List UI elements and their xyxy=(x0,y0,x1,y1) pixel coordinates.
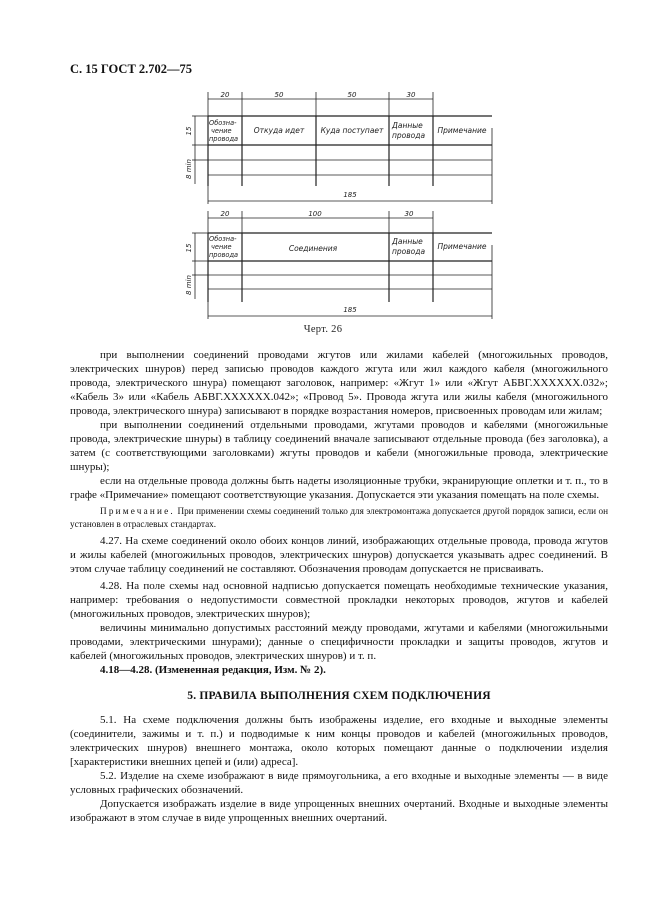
connection-table-drawing-2 xyxy=(180,207,500,319)
col2-header: Соединения xyxy=(288,244,338,253)
note-label: Примечание. xyxy=(100,506,175,516)
paragraph-5-2-continued: Допускается изображать изделие в виде упрощенных внешних очертаний. Входные и выходные элементы изображают в этом случае в виде упрощенных внешних очертаний. xyxy=(70,798,608,824)
col4-header-line2: провода xyxy=(392,131,426,140)
dim-top-2: 50 xyxy=(274,91,284,99)
section-title: 5. ПРАВИЛА ВЫПОЛНЕНИЯ СХЕМ ПОДКЛЮЧЕНИЯ xyxy=(187,690,491,702)
page-header: С. 15 ГОСТ 2.702—75 xyxy=(70,62,193,76)
dim-left-header: 15 xyxy=(185,243,193,253)
col1-header-line2: чение xyxy=(211,243,232,251)
dim-left-header: 15 xyxy=(185,126,193,136)
dim-top-3: 50 xyxy=(347,91,357,99)
col3-header: Куда поступает xyxy=(320,126,384,135)
col1-header-line2: чение xyxy=(211,127,232,135)
note-text: При применении схемы соединений только для электромонтажа допускается другой порядок записи, если он установлен в отраслевых стандартах. xyxy=(70,506,609,529)
edition-note: 4.18—4.28. (Измененная редакция, Изм. № 2). xyxy=(100,664,326,676)
paragraph-4-27: 4.27. На схеме соединений около обоих концов линий, изображающих отдельные провода, провода жгутов и жилы кабелей (многожильных проводов, электрических шнуров) допускается указывать адрес соединений. В этом случае таблицу соединений не составляют. Обозначения проводам допускается не присваивать. xyxy=(70,535,608,575)
dim-left-rows: 8 min xyxy=(185,159,193,179)
col4-header-line1: Данные xyxy=(392,121,423,130)
dim-top-3: 30 xyxy=(404,210,414,218)
connection-table-drawing-1 xyxy=(180,88,500,206)
col4-header: Примечание xyxy=(437,242,487,251)
col3-header-line1: Данные xyxy=(392,237,423,246)
col1-header-line1: Обозна- xyxy=(209,119,237,127)
dim-total: 185 xyxy=(343,191,357,199)
paragraph-harness-wires: при выполнении соединений проводами жгутов или жилами кабелей (многожильных проводов, электрических шнуров) перед записью проводов каждого жгута или жил каждого кабеля (многожильного провода, электрического шнура) помещают заголовок, например: «Жгут 1» или «Жгут АБВГ.XXXXXX.032»; «Кабель 3» или «Кабель АБВГ.XXXXXX.042»; «Провод 5». Провода жгута или жилы кабеля (многожильного провода, электрического шнура) записывают в порядке возрастания номеров, присвоенных проводам или жилам; xyxy=(70,349,608,417)
paragraph-4-28-continued: величины минимально допустимых расстояний между проводами, жгутами и кабелями (многожильными проводами, электрическими шнурами); данные о специфичности прокладки и защиты проводов, жгутов и кабелей (многожильных проводов, электрических шнуров) и т. п. xyxy=(70,622,608,662)
dim-top-4: 30 xyxy=(406,91,416,99)
col1-header-line3: провода xyxy=(209,135,239,143)
note xyxy=(70,505,608,530)
body-text xyxy=(70,348,608,825)
paragraph-5-1: 5.1. На схеме подключения должны быть изображены изделие, его входные и выходные элементы (соединители, зажимы и т. п.) и подводимые к ним концы проводов и кабелей (многожильных проводов, электрических шнуров) внешнего монтажа, около которых помещают данные о подключении изделия [характеристики внешних цепей и (или) адреса]. xyxy=(70,714,608,768)
dim-top-1: 20 xyxy=(220,91,230,99)
col3-header-line2: провода xyxy=(392,247,426,256)
col1-header-line1: Обозна- xyxy=(209,235,237,243)
dim-total: 185 xyxy=(343,306,357,314)
figure-caption: Черт. 26 xyxy=(303,324,343,335)
paragraph-5-2: 5.2. Изделие на схеме изображают в виде прямоугольника, а его входные и выходные элементы — в виде условных графических обозначений. xyxy=(70,770,608,796)
paragraph-4-28: 4.28. На поле схемы над основной надписью допускается помещать необходимые технические указания, например: требования о недопустимости совместной прокладки некоторых проводов, жгутов и кабелей (многожильных проводов, электрических шнуров); xyxy=(70,580,608,620)
paragraph-separate-wires: при выполнении соединений отдельными проводами, жгутами проводов и кабелями (многожильные провода, электрические шнуры) в таблицу соединений вначале записывают отдельные провода (без заголовка), а затем (с соответствующими заголовками) жгуты проводов и кабели (многожильные провода, электрические шнуры); xyxy=(70,419,608,473)
dim-top-1: 20 xyxy=(220,210,230,218)
col2-header: Откуда идет xyxy=(253,126,305,135)
paragraph-insulation-tubes: если на отдельные провода должны быть надеты изоляционные трубки, экранирующие оплетки и т. п., то в графе «Примечание» помещают соответствующие указания. Допускается эти указания помещать на поле схемы. xyxy=(70,475,608,501)
dim-left-rows: 8 min xyxy=(185,275,193,295)
col5-header: Примечание xyxy=(437,126,487,135)
col1-header-line3: провода xyxy=(209,251,239,259)
dim-top-2: 100 xyxy=(308,210,322,218)
